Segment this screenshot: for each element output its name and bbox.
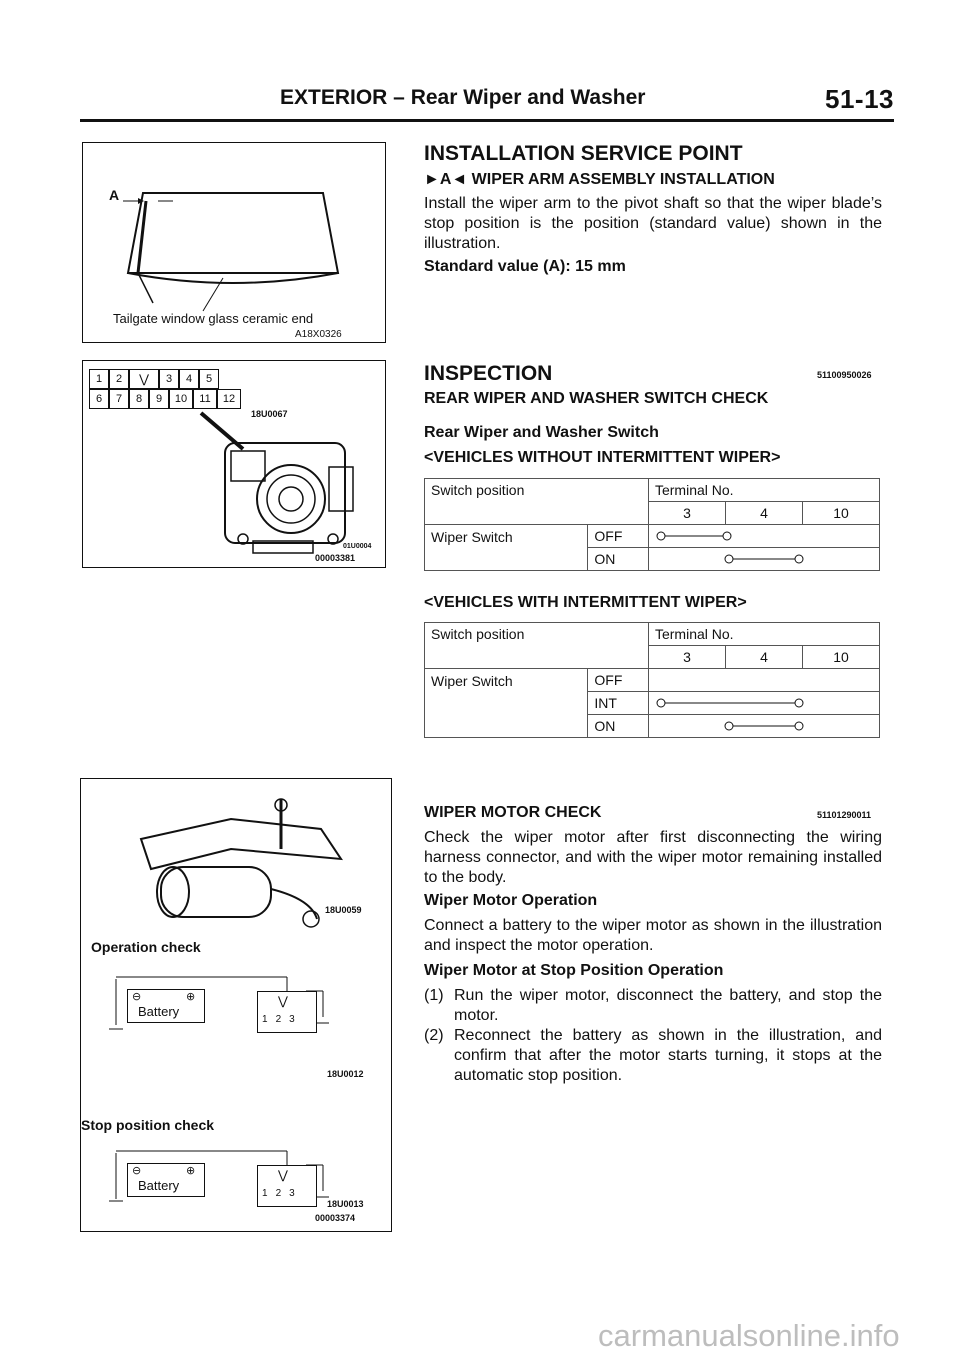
battery-label-stop: Battery	[138, 1178, 180, 1193]
stop-position-check-label: Stop position check	[81, 1117, 215, 1133]
pos-off: OFF	[588, 525, 649, 548]
motor-connector-stop	[257, 1165, 317, 1207]
motor-check-heading: WIPER MOTOR CHECK	[424, 804, 602, 821]
switch-subheading: Rear Wiper and Washer Switch	[424, 424, 659, 441]
col-switch-position: Switch position	[425, 623, 649, 646]
pos-on: ON	[588, 548, 649, 571]
terminal-2: 2	[109, 369, 129, 389]
terminal-12: 12	[217, 389, 241, 409]
col-terminal-no: Terminal No.	[648, 623, 879, 646]
page-number: 51-13	[825, 84, 894, 114]
stop-position-heading: Wiper Motor at Stop Position Operation	[424, 962, 724, 979]
table2-title: <VEHICLES WITH INTERMITTENT WIPER>	[424, 594, 747, 611]
terminal-1: 1	[89, 369, 109, 389]
connector-key-icon: ⋁	[129, 369, 159, 389]
pos-on: ON	[588, 715, 649, 738]
operation-check-label: Operation check	[91, 939, 201, 955]
battery-stop	[127, 1163, 205, 1197]
figure-code-bottom: 00003374	[315, 1213, 356, 1223]
table-with-intermittent	[424, 622, 880, 738]
table1-title: <VEHICLES WITHOUT INTERMITTENT WIPER>	[424, 449, 781, 466]
motor-check-code: 51101290011	[817, 810, 872, 820]
battery-plus-icon: ⊕	[186, 1165, 196, 1177]
figure-switch-connector	[82, 360, 386, 568]
table-without-intermittent	[424, 478, 880, 571]
switch-assembly-drawing	[83, 361, 385, 567]
battery-minus-icon: ⊖	[132, 991, 142, 1003]
row-wiper-switch: Wiper Switch	[425, 669, 588, 738]
step-1: (1) Run the wiper motor, disconnect the battery, and stop the motor.	[424, 987, 882, 1024]
figure-code-b: 01U0004	[343, 543, 372, 550]
battery-operation	[127, 989, 205, 1023]
watermark: carmanualsonline.info	[598, 1318, 900, 1353]
motor-check-body: Check the wiper motor after first disconnecting the wiring harness connector, and with the wiper motor remaining installed to the body.	[424, 829, 882, 886]
figure-code: A18X0326	[295, 329, 342, 340]
terminal-10: 10	[802, 646, 879, 669]
row-wiper-switch: Wiper Switch	[425, 525, 588, 571]
continuity-on	[648, 548, 879, 571]
figure-tailgate-window	[82, 142, 386, 343]
wiper-arm-heading: ►A◄ WIPER ARM ASSEMBLY INSTALLATION	[424, 171, 775, 188]
continuity-off	[648, 669, 879, 692]
page-header-title: EXTERIOR – Rear Wiper and Washer	[280, 86, 646, 109]
figure-code-a: 18U0067	[251, 409, 288, 419]
pin-1: 1	[262, 1188, 268, 1199]
col-terminal-no: Terminal No.	[648, 479, 879, 502]
motor-connector-op	[257, 991, 317, 1033]
battery-plus-icon: ⊕	[186, 991, 196, 1003]
terminal-4: 4	[725, 502, 802, 525]
installation-heading: INSTALLATION SERVICE POINT	[424, 142, 743, 165]
terminal-8: 8	[129, 389, 149, 409]
inspection-code: 51100950026	[817, 370, 872, 380]
motor-operation-body: Connect a battery to the wiper motor as shown in the illustration and inspect the motor operation.	[424, 917, 882, 954]
stop-position-steps	[424, 986, 882, 1086]
inspection-heading: INSPECTION	[424, 362, 553, 385]
continuity-int	[648, 692, 879, 715]
terminal-4: 4	[725, 646, 802, 669]
pos-off: OFF	[588, 669, 649, 692]
terminal-4: 4	[179, 369, 199, 389]
pin-1: 1	[262, 1014, 268, 1025]
motor-operation-heading: Wiper Motor Operation	[424, 892, 598, 909]
pin-2: 2	[275, 1014, 282, 1025]
terminal-9: 9	[149, 389, 169, 409]
dimension-label-a: A	[109, 187, 120, 203]
battery-label-op: Battery	[138, 1004, 180, 1019]
pin-2: 2	[275, 1188, 282, 1199]
terminal-10: 10	[169, 389, 193, 409]
pin-3: 3	[289, 1188, 295, 1199]
terminal-10: 10	[802, 502, 879, 525]
continuity-off	[648, 525, 879, 548]
pin-3: 3	[289, 1014, 295, 1025]
terminal-11: 11	[193, 389, 217, 409]
terminal-3: 3	[648, 502, 725, 525]
battery-minus-icon: ⊖	[132, 1165, 142, 1177]
terminal-5: 5	[199, 369, 219, 389]
continuity-on	[648, 715, 879, 738]
pos-int: INT	[588, 692, 649, 715]
header-rule	[80, 119, 894, 122]
figure-code-c: 00003381	[315, 553, 356, 563]
figure-code-stop: 18U0013	[327, 1199, 364, 1209]
figure-code-op: 18U0012	[327, 1069, 364, 1079]
switch-check-heading: REAR WIPER AND WASHER SWITCH CHECK	[424, 390, 769, 407]
standard-value: Standard value (A): 15 mm	[424, 258, 626, 275]
connector-key-icon: ⋁	[278, 994, 288, 1008]
terminal-6: 6	[89, 389, 109, 409]
terminal-7: 7	[109, 389, 129, 409]
installation-body: Install the wiper arm to the pivot shaft so that the wiper blade’s stop position is the position (standard value) shown in the illustration.	[424, 195, 882, 252]
terminal-3: 3	[648, 646, 725, 669]
figure-code-motor: 18U0059	[325, 905, 362, 915]
figure-wiper-motor	[80, 778, 392, 1232]
connector-key-icon: ⋁	[278, 1168, 288, 1182]
terminal-3: 3	[159, 369, 179, 389]
figure-caption: Tailgate window glass ceramic end	[113, 311, 314, 326]
col-switch-position: Switch position	[425, 479, 649, 502]
step-2: (2) Reconnect the battery as shown in the illustration, and confirm that after the motor starts turning, it stops at the automatic stop position.	[424, 1027, 882, 1084]
